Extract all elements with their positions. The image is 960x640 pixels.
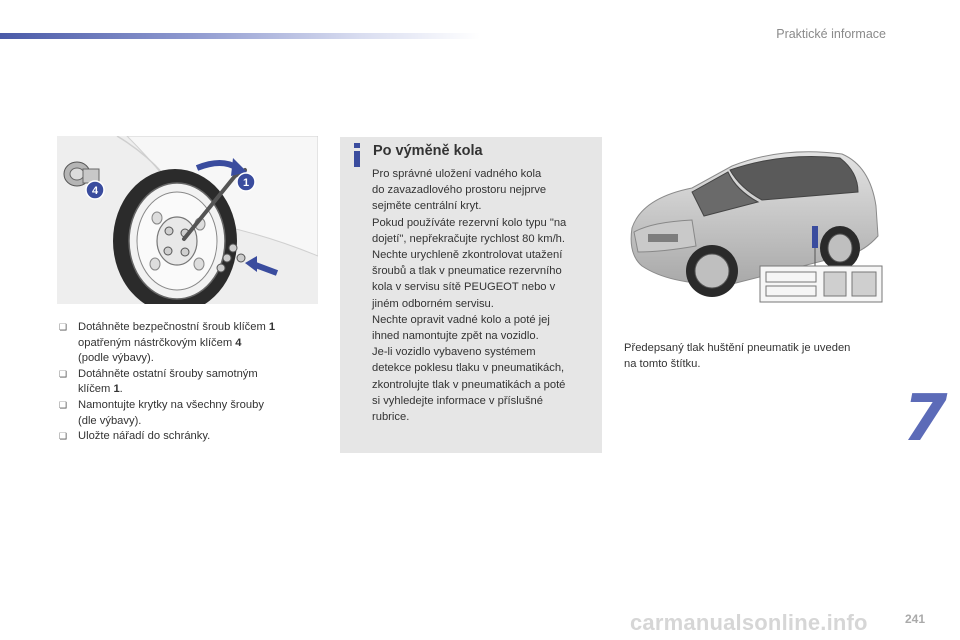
- step-text-cont: opatřeným nástrčkovým klíčem: [78, 336, 233, 349]
- list-item: [59, 367, 321, 398]
- list-item: [59, 429, 321, 445]
- page-number: 241: [905, 612, 926, 626]
- callout-badge-1: [237, 173, 255, 191]
- header-accent-bar: [0, 33, 480, 39]
- callout-label-1: 1: [242, 177, 250, 189]
- checkbox-bullet-icon: ❏: [59, 399, 68, 410]
- checkbox-bullet-icon: ❏: [59, 368, 68, 379]
- step-text-cont: .: [119, 383, 123, 396]
- chapter-number: 7: [903, 382, 948, 456]
- step-text: Uložte nářadí do schránky.: [78, 430, 211, 443]
- step-ref: 1: [113, 383, 120, 396]
- info-title: Po výměně kola: [373, 143, 483, 159]
- step-text: Dotáhněte ostatní šrouby samotným klíčem: [78, 367, 258, 396]
- tyre-label-caption: Předepsaný tlak huštění pneumatik je uveden na tomto štítku.: [624, 342, 851, 370]
- info-box: [340, 137, 602, 453]
- step-text: Dotáhněte bezpečnostní šroub klíčem: [78, 321, 269, 333]
- list-item: [59, 320, 321, 367]
- info-body: Pro správné uložení vadného kola do zavazadlového prostoru nejprve sejměte centrální kryt. Pokud používáte rezervní kolo typu "na dojetí", nepřekračujte rychlost 80 km/h. Nechte urychleně zkontrolovat utažení šroubů a tlak v pneumatice rezervního kola v servisu sítě PEUGEOT nebo v jiném odborném servisu. Nechte opravit vadné kolo a poté jej ihned namontujte zpět na vozidlo. Je-li vozidlo vybaveno systémem detekce poklesu tlaku v pneumatikách, zkontrolujte tlak v pneumatikách a poté si vyhledejte informace v příslušné rubrice.: [372, 168, 567, 424]
- watermark: carmanualsonline.info: [630, 610, 868, 635]
- steps-list: [59, 320, 321, 445]
- wheel-illustration: [57, 136, 318, 304]
- step-ref: 4: [235, 336, 242, 349]
- list-item: [59, 398, 321, 429]
- checkbox-bullet-icon: ❏: [59, 431, 68, 442]
- step-ref: 1: [268, 321, 276, 333]
- car-illustration: [612, 136, 886, 304]
- callout-label-4: 4: [91, 185, 99, 197]
- section-title: Praktické informace: [776, 27, 886, 41]
- car-drawing: [612, 136, 886, 304]
- info-icon: [351, 143, 363, 167]
- step-text: Namontujte krytky na všechny šrouby (dle výbavy).: [78, 398, 264, 427]
- checkbox-bullet-icon: ❏: [59, 322, 68, 332]
- callout-badge-4: [86, 181, 104, 199]
- step-text-cont: (podle výbavy).: [78, 352, 154, 365]
- wheel-callouts: [57, 136, 318, 304]
